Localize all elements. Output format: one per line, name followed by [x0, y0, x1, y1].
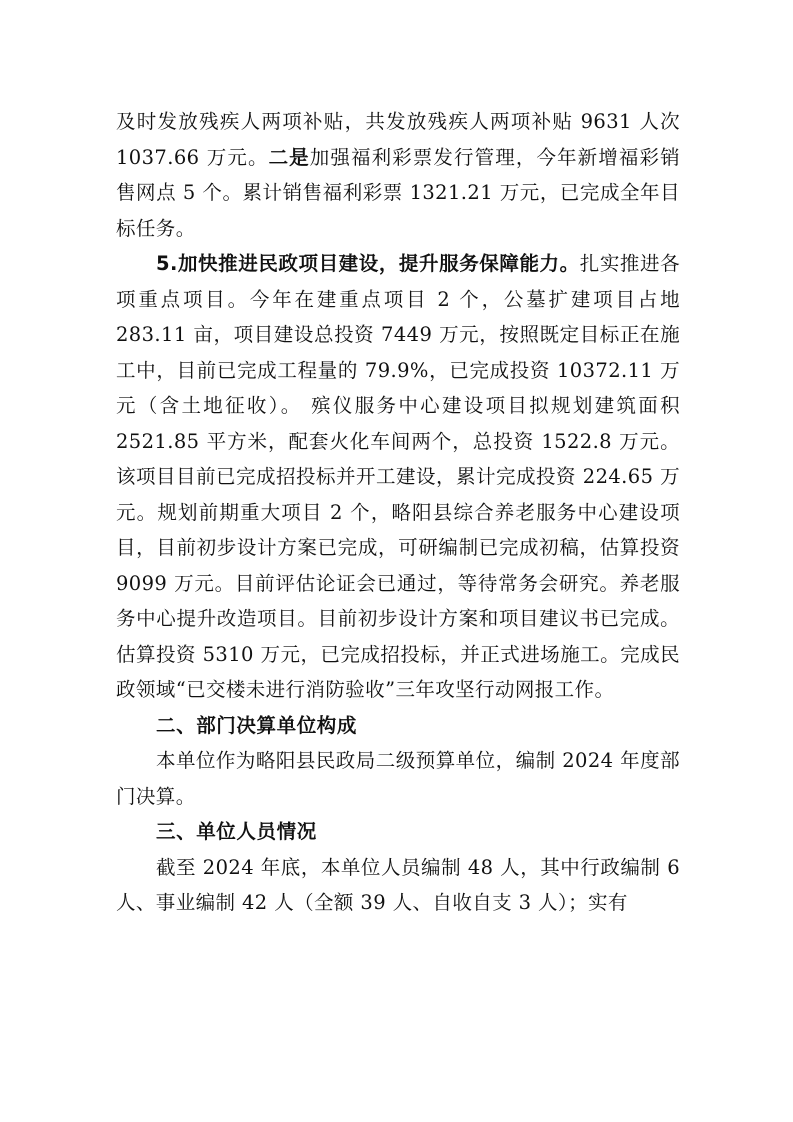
paragraph-project-construction [116, 246, 680, 708]
paragraph-bold-lead: 5.加快推进民政项目建设，提升服务保障能力。 [156, 252, 580, 275]
paragraph-unit-composition: 本单位作为略阳县民政局二级预算单位，编制 2024 年度部门决算。 [116, 749, 680, 808]
paragraph-disability-subsidy [116, 104, 680, 246]
section-heading-unit-composition: 二、部门决算单位构成 [156, 713, 358, 737]
section-heading-staff: 三、单位人员情况 [156, 820, 317, 843]
paragraph-staff: 截至 2024 年底，本单位人员编制 48 人，其中行政编制 6 人、事业编制 42 人（全额 39 人、自收自支 3 人）；实有 [116, 855, 680, 914]
paragraph-text: 扎实推进各项重点项目。今年在建重点项目 2 个，公墓扩建项目占地 283.11 亩，项目建设总投资 7449 万元，按照既定目标正在施工中，目前已完成工程量的 79.9%，已完成投资 10372.11 万元（含土地征收）。 殡仪服务中心建设项目拟规划建筑面积 2521.85 平方米，配套火化车间两个，总投资 1522.8 万元。该项目目前已完成招投标并开工建设，累计完成投资 224.65 万元。规划前期重大项目 2 个，略阳县综合养老服务中心建设项目，目前初步设计方案已完成，可研编制已完成初稿，估算投资 9099 万元。目前评估论证会已通过，等待常务会研究。养老服务中心提升改造项目。目前初步设计方案和项目建议书已完成。估算投资 5310 万元，已完成招投标，并正式进场施工。完成民政领域“已交楼未进行消防验收”三年攻坚行动网报工作。 [116, 252, 680, 701]
paragraph-text: 加强福利彩票发行管理，今年新增福彩销售网点 5 个。累计销售福利彩票 1321.21 万元，已完成全年目标任务。 [116, 145, 680, 240]
document-body [116, 104, 680, 921]
paragraph-text: 及时发放残疾人两项补贴，共发放残疾人两项补贴 9631 人次 1037.66 万元。 [116, 110, 680, 169]
paragraph-bold-lead: 二是 [268, 145, 310, 169]
